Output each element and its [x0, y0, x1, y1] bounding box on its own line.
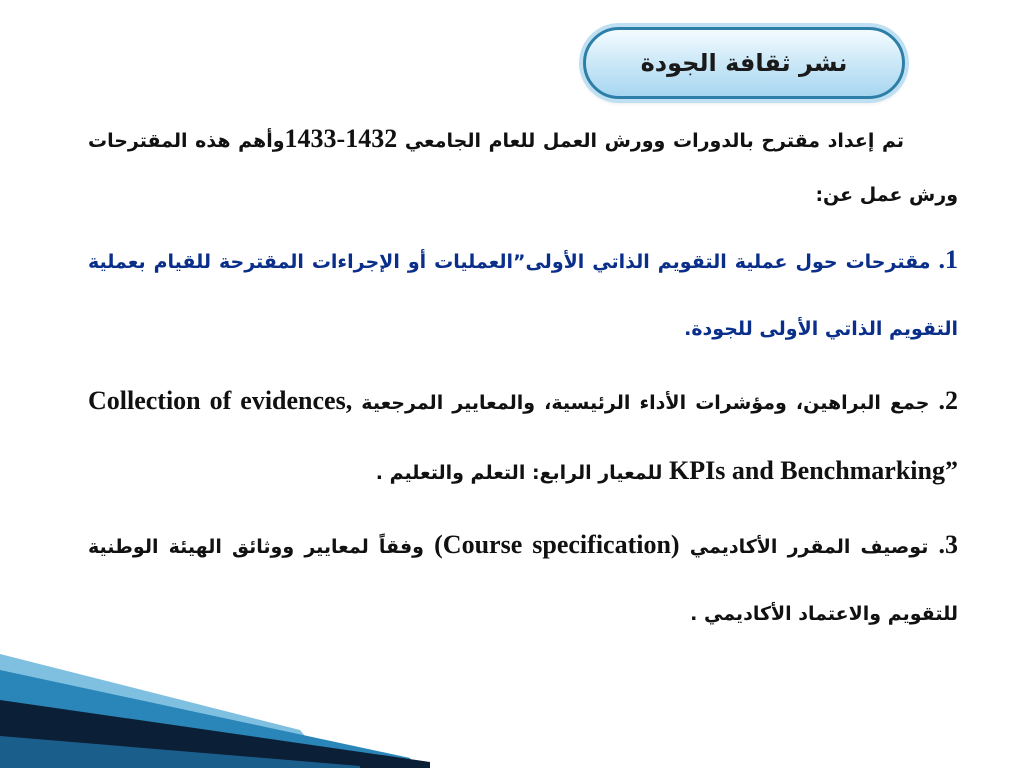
intro-years: 1432-1433 [284, 124, 398, 153]
intro-text-start: تم إعداد مقترح بالدورات وورش العمل للعام الجامعي [397, 130, 905, 152]
decorative-swoosh [0, 640, 430, 768]
slide-content [88, 112, 958, 648]
list-item-3 [88, 511, 958, 648]
list-item-1 [88, 226, 958, 363]
item-1-number: 1. [938, 245, 958, 274]
intro-paragraph [88, 112, 958, 222]
item-3-text-b: وفقاً لمعايير ووثائق الهيئة الوطنية للتقويم والاعتماد الأكاديمي . [88, 536, 958, 625]
item-3-text-a: توصيف المقرر الأكاديمي [679, 536, 939, 558]
intro-text-end: وأهم هذه المقترحات ورش عمل عن: [88, 130, 958, 206]
item-2-english: Collection of evidences, KPIs and Benchmarking” [88, 386, 958, 485]
title-banner [583, 27, 905, 99]
item-2-text-a: جمع البراهين، ومؤشرات الأداء الرئيسية، والمعايير المرجعية [352, 392, 939, 414]
slide-title: نشر ثقافة الجودة [640, 49, 848, 77]
list-item-2 [88, 367, 958, 507]
item-3-number: 3. [938, 530, 958, 559]
item-2-number: 2. [938, 386, 958, 415]
item-2-text-b: للمعيار الرابع: التعلم والتعليم . [375, 462, 670, 484]
item-1-text: مقترحات حول عملية التقويم الذاتي الأولى”العمليات أو الإجراءات المقترحة للقيام بعملية التقويم الذاتي الأولى للجودة. [88, 251, 958, 340]
item-3-english: (Course specification) [434, 530, 680, 559]
